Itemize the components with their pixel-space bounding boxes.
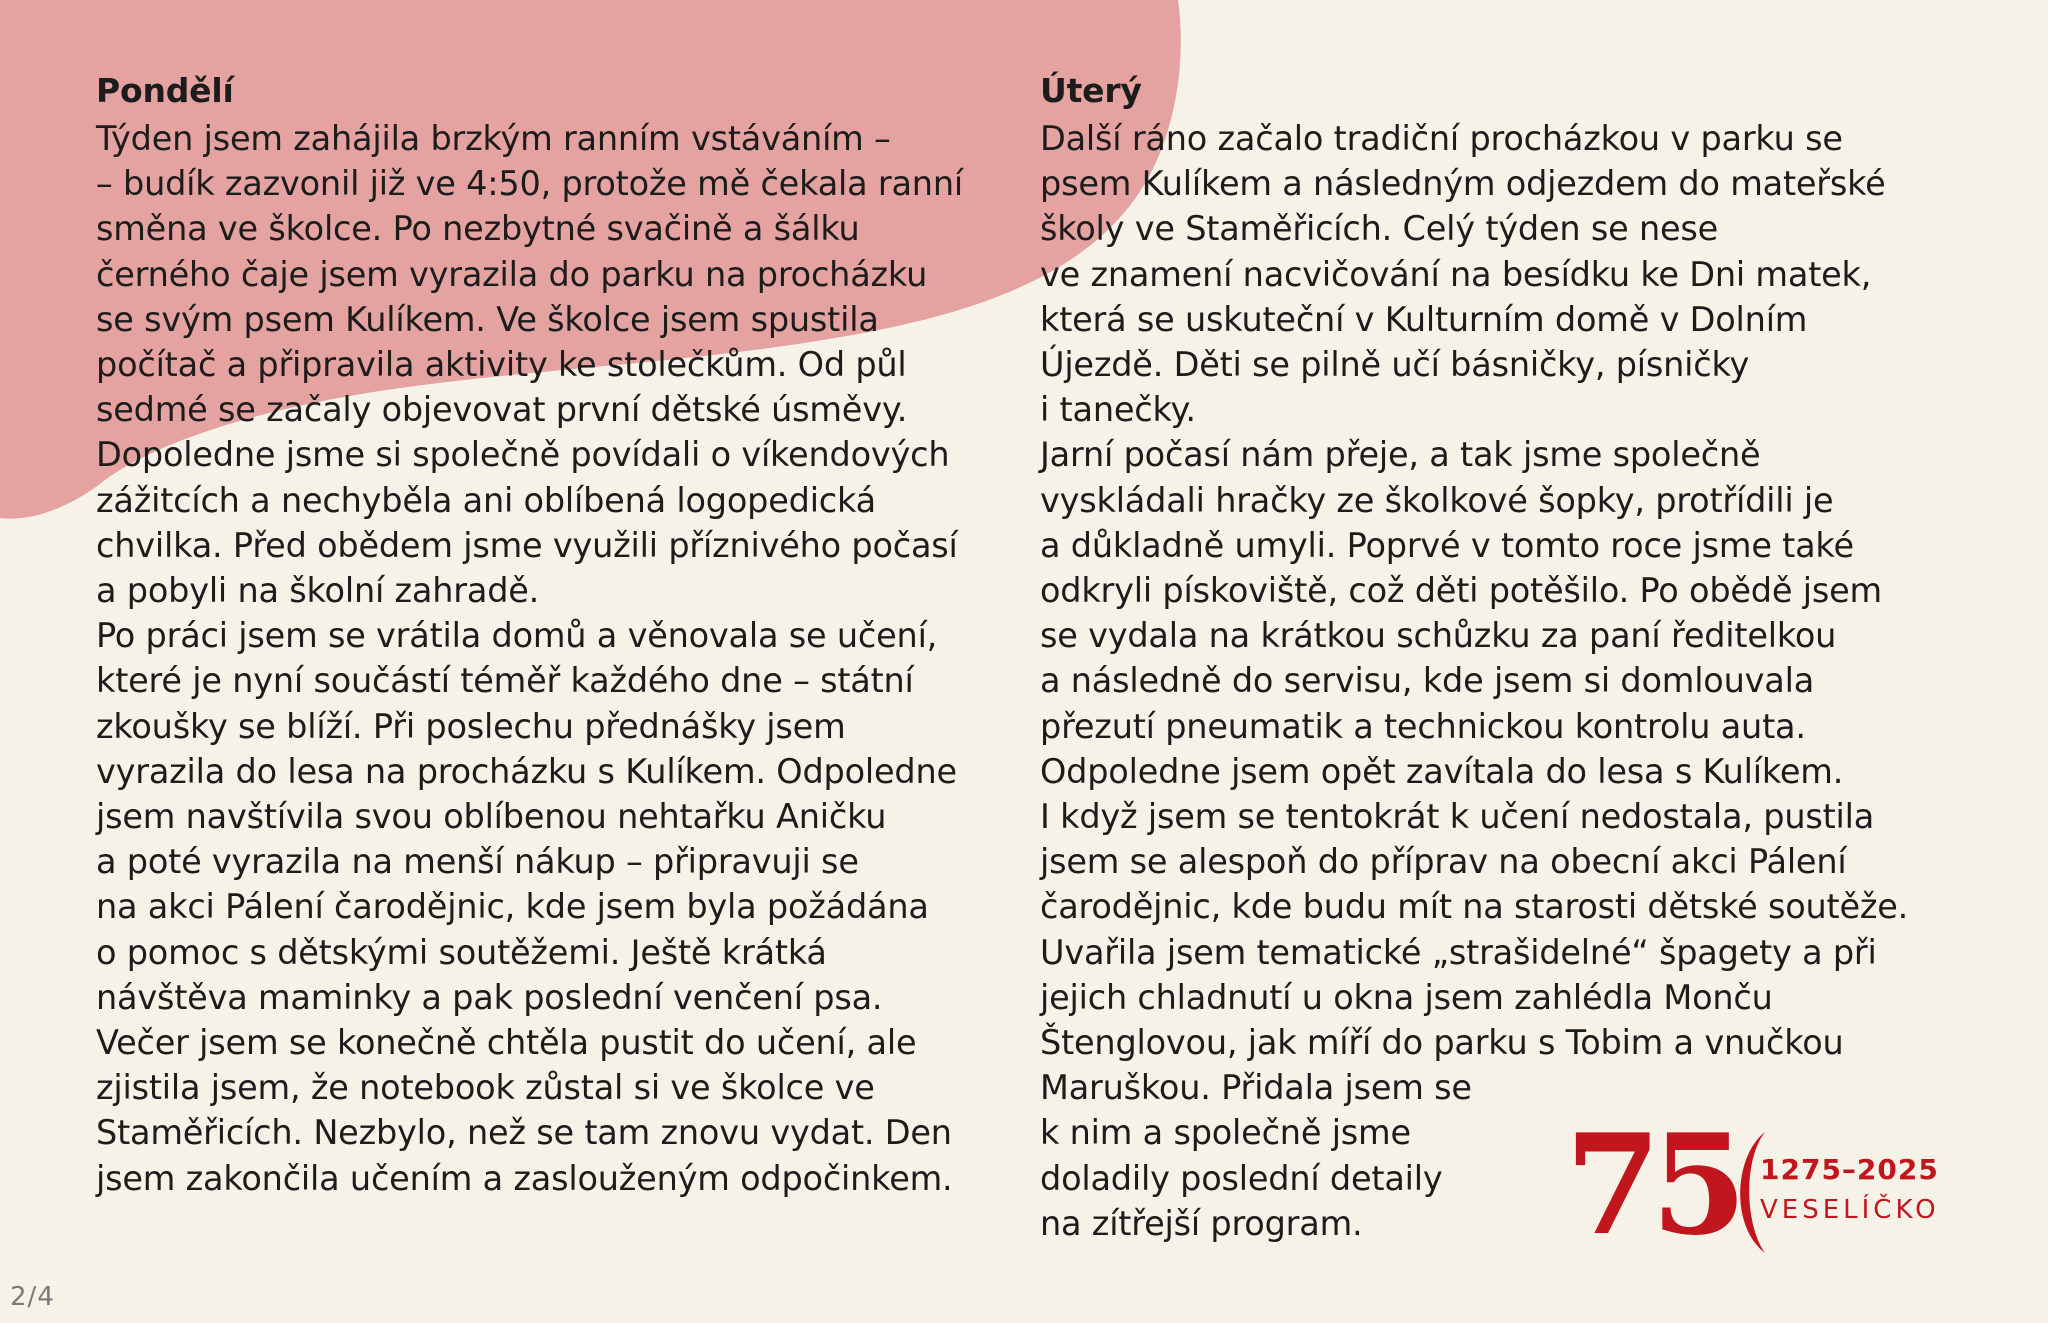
tuesday-text-line: odkryli pískoviště, což děti potěšilo. Po obědě jsem (1040, 571, 1882, 611)
logo-village-name: VESELÍČKO (1760, 1195, 1940, 1225)
tuesday-text-line: Uvařila jsem tematické „strašidelné“ špagety a při (1040, 932, 1877, 972)
tuesday-text-line: Další ráno začalo tradiční procházkou v parku se (1040, 119, 1843, 158)
tuesday-text-line: vyskládali hračky ze školkové šopky, protřídili je (1040, 480, 1834, 520)
tuesday-text-line: k nim a společně jsme (1040, 1113, 1411, 1153)
monday-text (96, 116, 1056, 1201)
monday-text-line: a poté vyrazila na menší nákup – připravuji se (96, 842, 859, 882)
monday-text-line: které je nyní součástí téměř každého dne – státní (96, 661, 914, 701)
tuesday-text-line: která se uskuteční v Kulturním domě v Dolním (1040, 299, 1808, 339)
monday-text-line: Dopoledne jsme si společně povídali o víkendových (96, 435, 950, 475)
tuesday-text-line: jejich chladnutí u okna jsem zahlédla Monču (1040, 977, 1773, 1017)
monday-text-line: černého čaje jsem vyrazila do parku na procházku (96, 254, 928, 294)
tuesday-text-line: ve znamení nacvičování na besídku ke Dni matek, (1040, 254, 1872, 294)
tuesday-text (1040, 116, 1990, 1246)
tuesday-text-line: doladily poslední detaily (1040, 1158, 1443, 1198)
tuesday-text-line: i tanečky. (1040, 390, 1196, 430)
tuesday-text-line: na zítřejší program. (1040, 1203, 1363, 1243)
tuesday-text-line: psem Kulíkem a následným odjezdem do mateřské (1040, 164, 1886, 204)
monday-text-line: zkoušky se blíží. Při poslechu přednášky jsem (96, 706, 846, 746)
logo-arc-icon (1725, 1130, 1785, 1255)
tuesday-text-line: Maruškou. Přidala jsem se (1040, 1068, 1472, 1108)
tuesday-text-line: a důkladně umyli. Poprvé v tomto roce jsme také (1040, 525, 1854, 565)
monday-text-line: Večer jsem se konečně chtěla pustit do učení, ale (96, 1023, 917, 1063)
monday-text-line: Po práci jsem se vrátila domů a věnovala se učení, (96, 616, 938, 656)
tuesday-text-line: přezutí pneumatik a technickou kontrolu auta. (1040, 706, 1806, 746)
monday-heading: Pondělí (96, 71, 234, 110)
tuesday-text-line: Jarní počasí nám přeje, a tak jsme společně (1040, 435, 1761, 475)
tuesday-text-line: čarodějnic, kde budu mít na starosti dětské soutěže. (1040, 887, 1909, 927)
monday-text-line: směna ve školce. Po nezbytné svačině a šálku (96, 209, 860, 249)
logo-number: 75 (1565, 1103, 1738, 1266)
monday-text-line: chvilka. Před obědem jsme využili příznivého počasí (96, 525, 958, 565)
tuesday-text-line: Odpoledne jsem opět zavítala do lesa s Kulíkem. (1040, 751, 1844, 791)
monday-text-line: počítač a připravila aktivity ke stolečkům. Od půl (96, 345, 907, 385)
monday-text-line: vyrazila do lesa na procházku s Kulíkem. Odpoledne (96, 751, 957, 791)
monday-column (96, 66, 1056, 1201)
page-number: 2/4 (10, 1282, 55, 1312)
monday-text-line: jsem navštívila svou oblíbenou nehtařku Aničku (96, 797, 887, 837)
monday-text-line: sedmé se začaly objevovat první dětské úsměvy. (96, 390, 908, 430)
tuesday-text-line: jsem se alespoň do příprav na obecní akci Pálení (1040, 842, 1847, 882)
monday-text-line: zjistila jsem, že notebook zůstal si ve školce ve (96, 1068, 875, 1108)
monday-text-line: zážitcích a nechyběla ani oblíbená logopedická (96, 480, 876, 520)
tuesday-text-line: se vydala na krátkou schůzku za paní ředitelkou (1040, 616, 1837, 656)
monday-text-line: na akci Pálení čarodějnic, kde jsem byla požádána (96, 887, 929, 927)
monday-text-line: Týden jsem zahájila brzkým ranním vstáváním – (96, 119, 891, 158)
logo-years: 1275–2025 (1760, 1153, 1939, 1186)
monday-text-line: – budík zazvonil již ve 4:50, protože mě čekala ranní (96, 164, 963, 204)
monday-text-line: a pobyli na školní zahradě. (96, 571, 540, 611)
tuesday-text-line: a následně do servisu, kde jsem si domlouvala (1040, 661, 1815, 701)
tuesday-text-line: Štenglovou, jak míří do parku s Tobim a vnučkou (1040, 1023, 1844, 1063)
monday-text-line: Staměřicích. Nezbylo, než se tam znovu vydat. Den (96, 1113, 952, 1153)
tuesday-text-line: Újezdě. Děti se pilně učí básničky, písničky (1040, 345, 1750, 385)
monday-text-line: jsem zakončila učením a zaslouženým odpočinkem. (96, 1158, 953, 1198)
tuesday-column (1040, 66, 1990, 1246)
monday-text-line: o pomoc s dětskými soutěžemi. Ještě krátká (96, 932, 827, 972)
monday-text-line: návštěva maminky a pak poslední venčení psa. (96, 977, 883, 1017)
tuesday-heading: Úterý (1040, 71, 1142, 110)
monday-text-line: se svým psem Kulíkem. Ve školce jsem spustila (96, 299, 879, 339)
tuesday-text-line: I když jsem se tentokrát k učení nedostala, pustila (1040, 797, 1875, 837)
tuesday-text-line: školy ve Staměřicích. Celý týden se nese (1040, 209, 1719, 249)
anniversary-logo (1565, 1103, 1965, 1266)
